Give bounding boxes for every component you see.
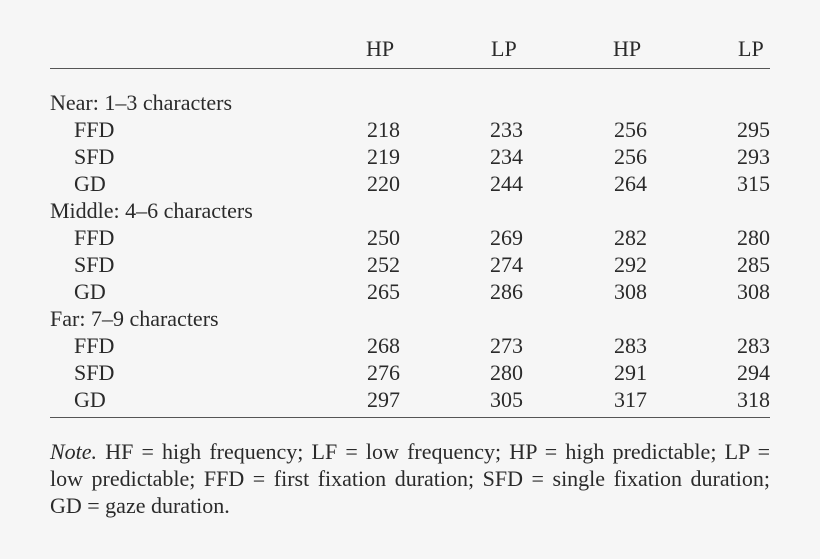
group-heading-row (50, 89, 770, 116)
group-heading-row (50, 305, 770, 332)
table-cell: 244 (490, 171, 523, 196)
bottom-rule (50, 417, 770, 418)
column-header: HP (613, 36, 642, 61)
group-label: Far: 7–9 characters (50, 306, 219, 331)
table-cell: 291 (614, 360, 647, 385)
table-row (50, 116, 770, 143)
table-row (50, 386, 770, 413)
table-row (50, 224, 770, 251)
measure-label: SFD (74, 252, 115, 277)
table-note (50, 438, 770, 519)
table-cell: 276 (367, 360, 400, 385)
table-cell: 218 (367, 117, 400, 142)
table-row (50, 278, 770, 305)
group-heading-row (50, 197, 770, 224)
table-row (50, 170, 770, 197)
table-cell: 305 (490, 387, 523, 412)
table-cell: 294 (737, 360, 770, 385)
measure-label: FFD (74, 117, 115, 142)
measure-label: SFD (74, 360, 115, 385)
measure-label: FFD (74, 225, 115, 250)
table-cell: 273 (490, 333, 523, 358)
note-text: HF = high frequency; LF = low frequency; HP = high predictable; LP = low predictable; FFD = first fixation duration; SFD = single fixation duration; GD = gaze duration. (50, 439, 771, 518)
data-table (50, 34, 770, 418)
table-cell: 283 (614, 333, 647, 358)
table-row (50, 143, 770, 170)
table-cell: 308 (737, 279, 770, 304)
table-cell: 286 (490, 279, 523, 304)
table-row (50, 332, 770, 359)
table-cell: 256 (614, 117, 647, 142)
table-cell: 256 (614, 144, 647, 169)
table-cell: 295 (737, 117, 770, 142)
table-cell: 293 (737, 144, 770, 169)
column-header: LP (491, 36, 517, 61)
table-cell: 268 (367, 333, 400, 358)
table-cell: 233 (490, 117, 523, 142)
table-cell: 250 (367, 225, 400, 250)
measure-label: GD (74, 279, 106, 304)
table-cell: 265 (367, 279, 400, 304)
table-cell: 280 (737, 225, 770, 250)
table-cell: 318 (737, 387, 770, 412)
table-row (50, 251, 770, 278)
table-cell: 274 (490, 252, 523, 277)
table-cell: 264 (614, 171, 647, 196)
table-cell: 292 (614, 252, 647, 277)
table-cell: 315 (737, 171, 770, 196)
measure-label: FFD (74, 333, 115, 358)
measure-label: GD (74, 387, 106, 412)
measure-label: SFD (74, 144, 115, 169)
table-cell: 308 (614, 279, 647, 304)
table-cell: 219 (367, 144, 400, 169)
table-cell: 269 (490, 225, 523, 250)
table-cell: 234 (490, 144, 523, 169)
table-row (50, 359, 770, 386)
table-header-row (50, 34, 770, 68)
table-cell: 252 (367, 252, 400, 277)
table-cell: 297 (367, 387, 400, 412)
group-label: Middle: 4–6 characters (50, 198, 253, 223)
note-lead: Note. (50, 439, 98, 464)
table-cell: 283 (737, 333, 770, 358)
table-cell: 285 (737, 252, 770, 277)
table-cell: 280 (490, 360, 523, 385)
table-body (50, 69, 770, 417)
table-cell: 220 (367, 171, 400, 196)
column-header: HP (366, 36, 395, 61)
table-cell: 317 (614, 387, 647, 412)
measure-label: GD (74, 171, 106, 196)
column-header: LP (738, 36, 764, 61)
group-label: Near: 1–3 characters (50, 90, 233, 115)
table-cell: 282 (614, 225, 647, 250)
